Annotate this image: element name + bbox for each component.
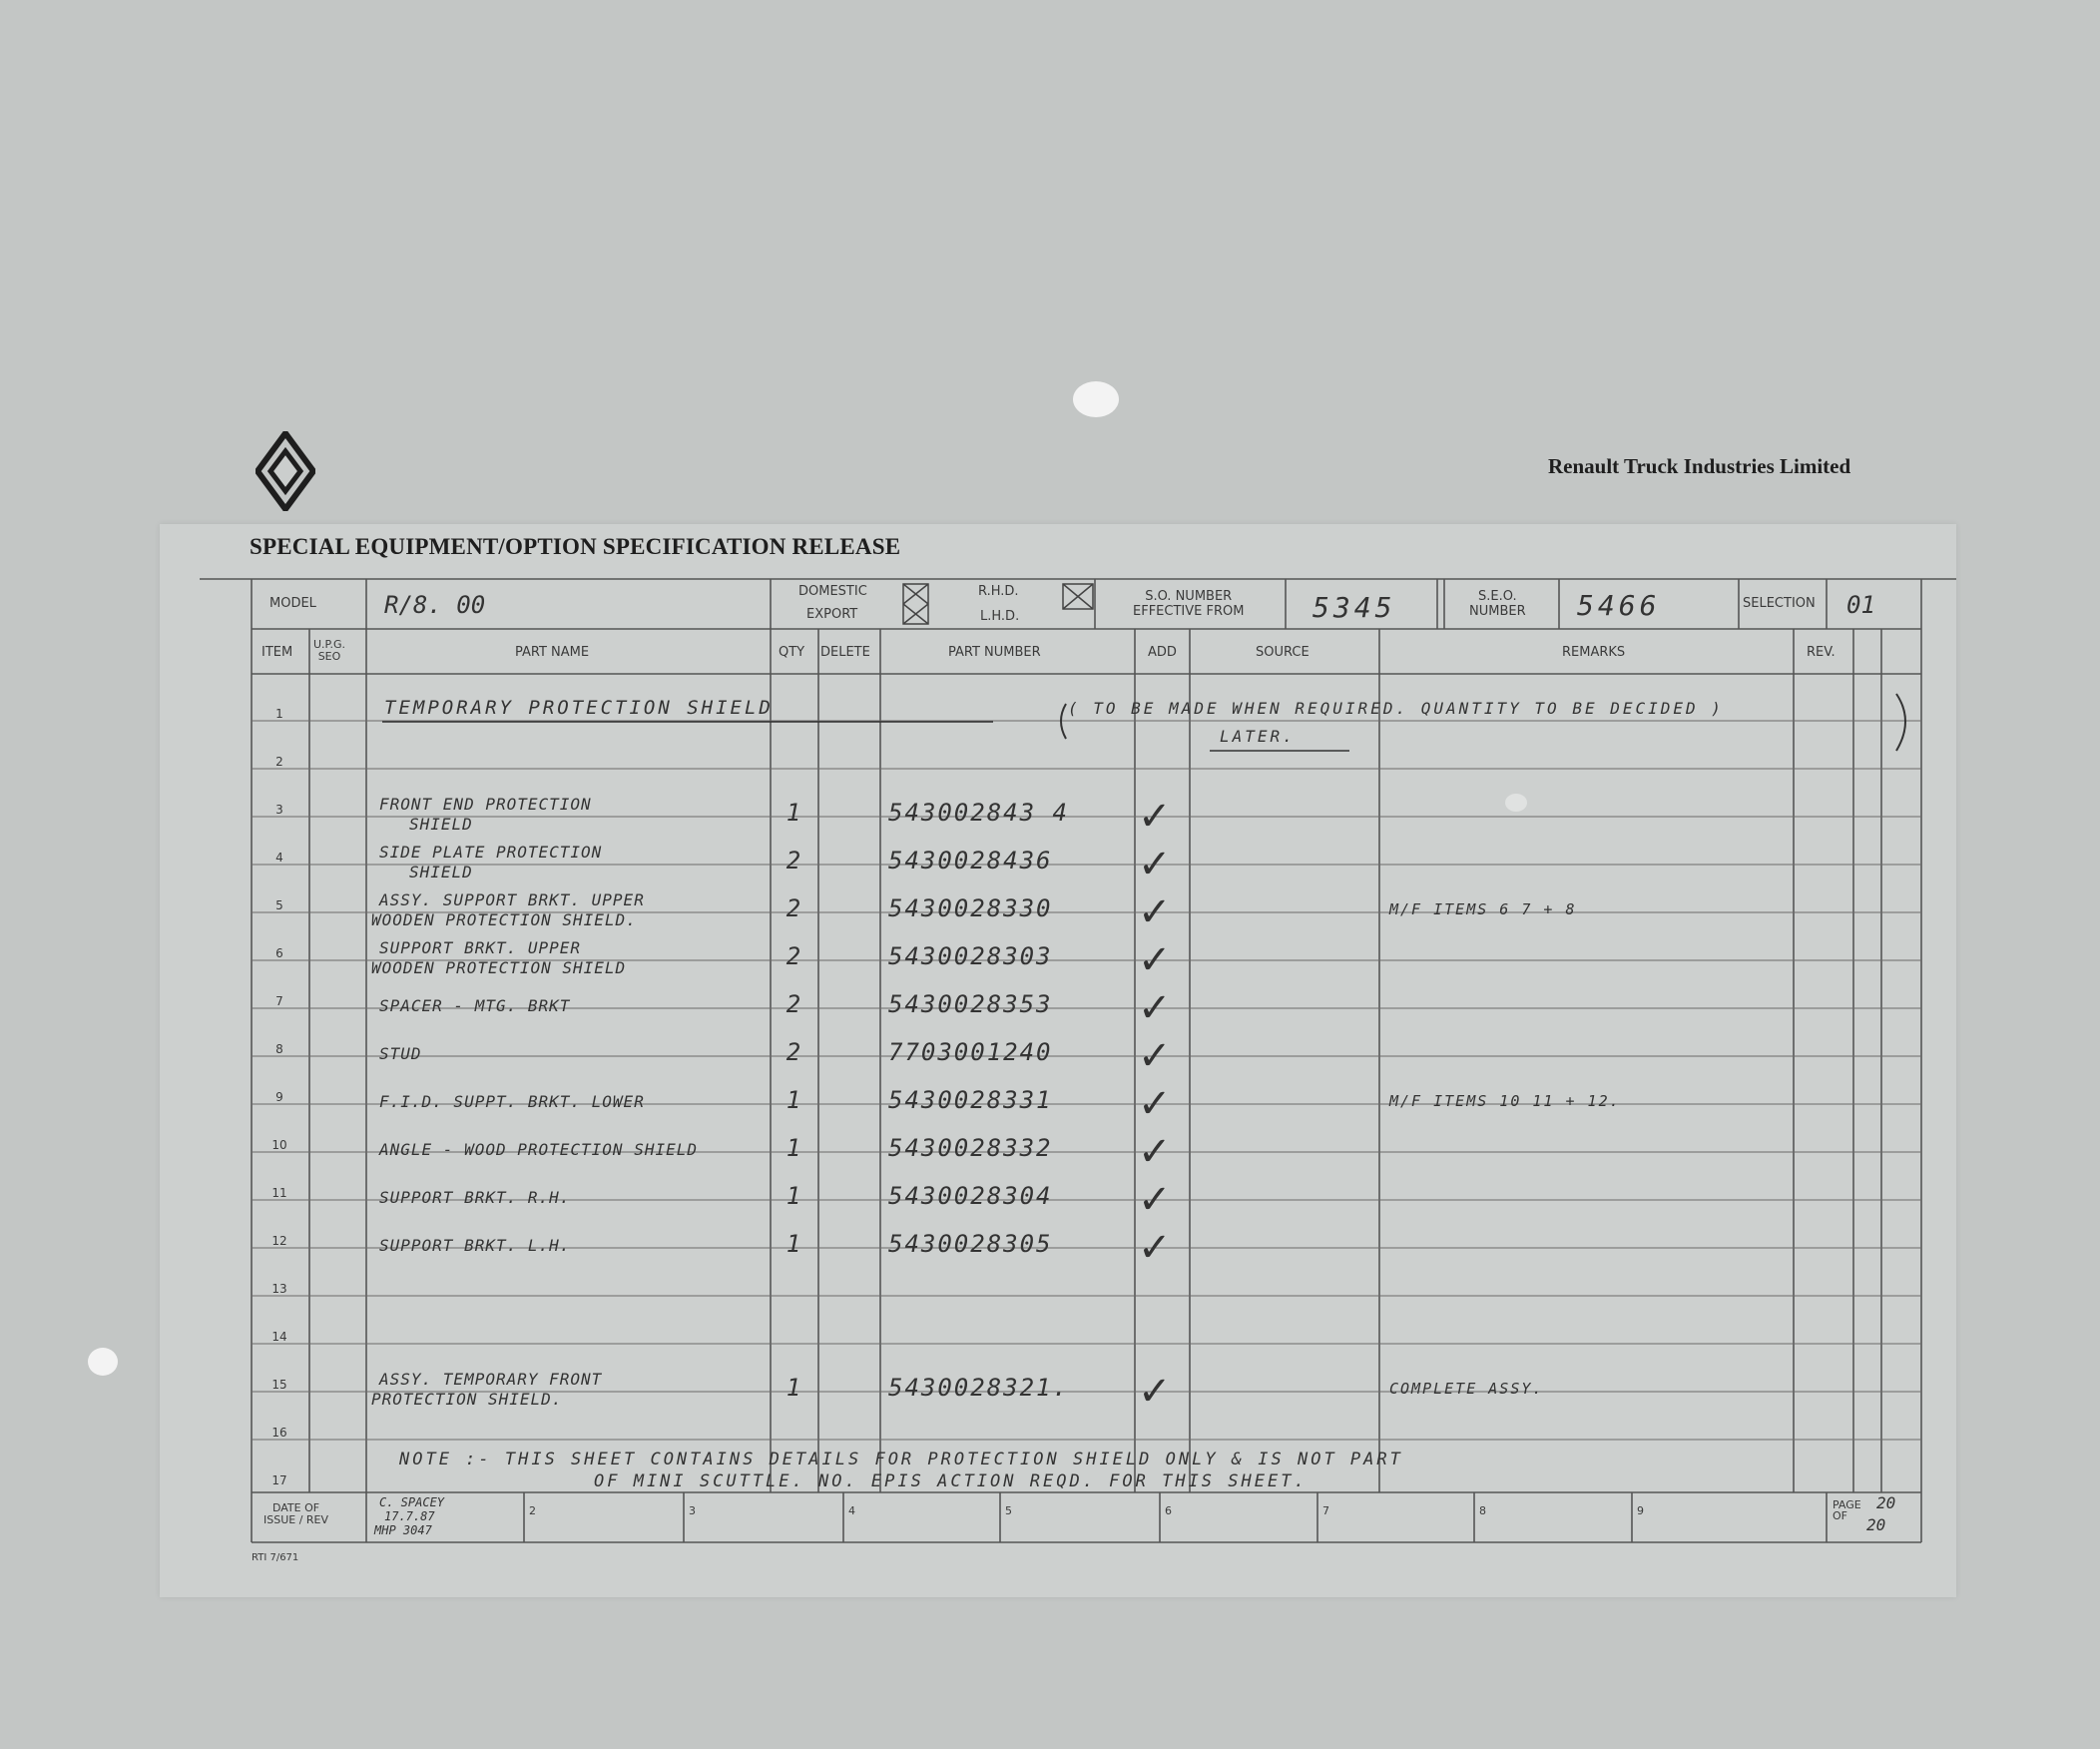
row-item-number: 9 <box>275 1090 283 1104</box>
part-number: 5430028330 <box>888 894 1053 922</box>
part-name: SUPPORT BRKT. R.H. <box>379 1188 571 1207</box>
row-item-number: 3 <box>275 803 283 817</box>
lhd-label: L.H.D. <box>980 609 1020 624</box>
scan-dust <box>1073 381 1119 417</box>
add-tick-mark: ✓ <box>1138 794 1172 840</box>
page-number: 20 <box>1876 1493 1896 1512</box>
renault-logo-icon <box>256 431 315 511</box>
row-item-number: 4 <box>275 851 283 865</box>
add-tick-mark: ✓ <box>1138 1129 1172 1175</box>
part-name: SUPPORT BRKT. UPPER <box>379 938 582 957</box>
add-tick-mark: ✓ <box>1138 1369 1172 1415</box>
part-name: F.I.D. SUPPT. BRKT. LOWER <box>379 1092 645 1111</box>
remark: M/F ITEMS 6 7 + 8 <box>1389 900 1577 918</box>
part-name: FRONT END PROTECTION <box>379 795 592 814</box>
quantity: 2 <box>786 942 801 970</box>
title-line: TEMPORARY PROTECTION SHIELD <box>384 697 774 719</box>
quantity: 1 <box>786 1086 801 1114</box>
quantity: 1 <box>786 1134 801 1162</box>
row-item-number: 14 <box>271 1330 287 1344</box>
add-tick-mark: ✓ <box>1138 889 1172 935</box>
quantity: 2 <box>786 894 801 922</box>
footer-slot-number: 7 <box>1322 1504 1329 1517</box>
issue-ref: MHP 3047 <box>374 1523 432 1537</box>
col-qty: QTY <box>779 645 805 660</box>
part-name-cont: SHIELD <box>409 863 473 881</box>
part-name-cont: WOODEN PROTECTION SHIELD <box>371 958 627 977</box>
part-number: 7703001240 <box>888 1038 1053 1066</box>
part-name: STUD <box>379 1044 422 1063</box>
col-rev: REV. <box>1807 645 1836 660</box>
part-number: 5430028304 <box>888 1182 1053 1210</box>
part-name: SIDE PLATE PROTECTION <box>379 843 603 862</box>
footer-slot-number: 2 <box>529 1504 536 1517</box>
col-part-number: PART NUMBER <box>948 645 1041 660</box>
seo-label: S.E.O. NUMBER <box>1469 589 1526 619</box>
footer-slot-number: 4 <box>848 1504 855 1517</box>
col-source: SOURCE <box>1256 645 1310 660</box>
add-tick-mark: ✓ <box>1138 1033 1172 1079</box>
company-name: Renault Truck Industries Limited <box>1548 454 1851 478</box>
part-name-cont: WOODEN PROTECTION SHIELD. <box>371 910 637 929</box>
quantity: 1 <box>786 799 801 827</box>
date-of-issue-label: DATE OF ISSUE / REV <box>263 1501 329 1526</box>
remark: COMPLETE ASSY. <box>1389 1380 1544 1398</box>
row-item-number: 12 <box>271 1234 287 1248</box>
selection-label: SELECTION <box>1743 596 1816 611</box>
model-value: R/8. 00 <box>384 591 486 619</box>
scan-dust <box>1505 794 1527 812</box>
page-total: 20 <box>1866 1515 1886 1534</box>
page-label: PAGE OF <box>1833 1498 1861 1522</box>
col-part-name: PART NAME <box>515 645 590 660</box>
add-tick-mark: ✓ <box>1138 985 1172 1031</box>
quantity: 2 <box>786 1038 801 1066</box>
form-code: RTI 7/671 <box>252 1552 299 1563</box>
row-item-number: 2 <box>275 755 283 769</box>
row-item-number: 7 <box>275 994 283 1008</box>
part-name: ASSY. TEMPORARY FRONT <box>379 1370 603 1389</box>
export-label: EXPORT <box>806 607 858 622</box>
row-item-number: 1 <box>275 707 283 721</box>
part-name: ASSY. SUPPORT BRKT. UPPER <box>379 890 645 909</box>
add-tick-mark: ✓ <box>1138 1081 1172 1127</box>
part-number: 5430028303 <box>888 942 1053 970</box>
scan-dust <box>88 1348 118 1376</box>
seo-value: 5466 <box>1577 589 1661 622</box>
domestic-label: DOMESTIC <box>798 584 867 599</box>
col-add: ADD <box>1148 645 1177 660</box>
part-number: 5430028436 <box>888 847 1053 874</box>
quantity: 1 <box>786 1374 801 1402</box>
footer-slot-number: 3 <box>689 1504 696 1517</box>
row-item-number: 13 <box>271 1282 287 1296</box>
so-number-value: 5345 <box>1312 591 1396 624</box>
part-number: 5430028321. <box>888 1374 1069 1402</box>
part-number: 5430028332 <box>888 1134 1053 1162</box>
quantity: 1 <box>786 1182 801 1210</box>
form-title: SPECIAL EQUIPMENT/OPTION SPECIFICATION RELEASE <box>250 534 901 559</box>
part-name-cont: SHIELD <box>409 815 473 834</box>
rhd-label: R.H.D. <box>978 584 1019 599</box>
quantity: 2 <box>786 847 801 874</box>
issue-name: C. SPACEY <box>379 1495 445 1509</box>
add-tick-mark: ✓ <box>1138 1225 1172 1271</box>
remark: M/F ITEMS 10 11 + 12. <box>1389 1092 1621 1110</box>
col-upg-seo: U.P.G. SEO <box>313 638 345 663</box>
row-item-number: 15 <box>271 1378 287 1392</box>
note-line-1: NOTE :- THIS SHEET CONTAINS DETAILS FOR PROTECTION SHIELD ONLY & IS NOT PART <box>399 1450 1403 1469</box>
add-tick-mark: ✓ <box>1138 1177 1172 1223</box>
part-number: 5430028331 <box>888 1086 1053 1114</box>
row-item-number: 11 <box>271 1186 287 1200</box>
part-name: SPACER - MTG. BRKT <box>379 996 571 1015</box>
part-number: 543002843 4 <box>888 799 1069 827</box>
row-item-number: 6 <box>275 946 283 960</box>
footer-slot-number: 5 <box>1005 1504 1012 1517</box>
footer-slot-number: 9 <box>1637 1504 1644 1517</box>
row-item-number: 16 <box>271 1426 287 1440</box>
footer-slot-number: 8 <box>1479 1504 1486 1517</box>
quantity: 1 <box>786 1230 801 1258</box>
part-name: ANGLE - WOOD PROTECTION SHIELD <box>379 1140 698 1159</box>
quantity: 2 <box>786 990 801 1018</box>
model-label: MODEL <box>269 596 316 611</box>
part-name: SUPPORT BRKT. L.H. <box>379 1236 571 1255</box>
part-number: 5430028353 <box>888 990 1053 1018</box>
title-note-2: LATER. <box>1220 727 1296 746</box>
row-item-number: 8 <box>275 1042 283 1056</box>
add-tick-mark: ✓ <box>1138 842 1172 887</box>
part-number: 5430028305 <box>888 1230 1053 1258</box>
add-tick-mark: ✓ <box>1138 937 1172 983</box>
footer-slot-number: 6 <box>1165 1504 1172 1517</box>
col-item: ITEM <box>262 645 293 660</box>
title-note-1: ( TO BE MADE WHEN REQUIRED. QUANTITY TO BE DECIDED ) <box>1068 699 1724 718</box>
row-item-number: 17 <box>271 1473 287 1487</box>
so-number-label: S.O. NUMBER EFFECTIVE FROM <box>1133 589 1245 619</box>
row-item-number: 10 <box>271 1138 287 1152</box>
col-delete: DELETE <box>820 645 870 660</box>
col-remarks: REMARKS <box>1562 645 1626 660</box>
row-item-number: 5 <box>275 898 283 912</box>
issue-date: 17.7.87 <box>384 1509 435 1523</box>
selection-value: 01 <box>1846 591 1875 619</box>
part-name-cont: PROTECTION SHIELD. <box>371 1390 563 1409</box>
note-line-2: OF MINI SCUTTLE. NO. EPIS ACTION REQD. FOR THIS SHEET. <box>594 1471 1308 1491</box>
